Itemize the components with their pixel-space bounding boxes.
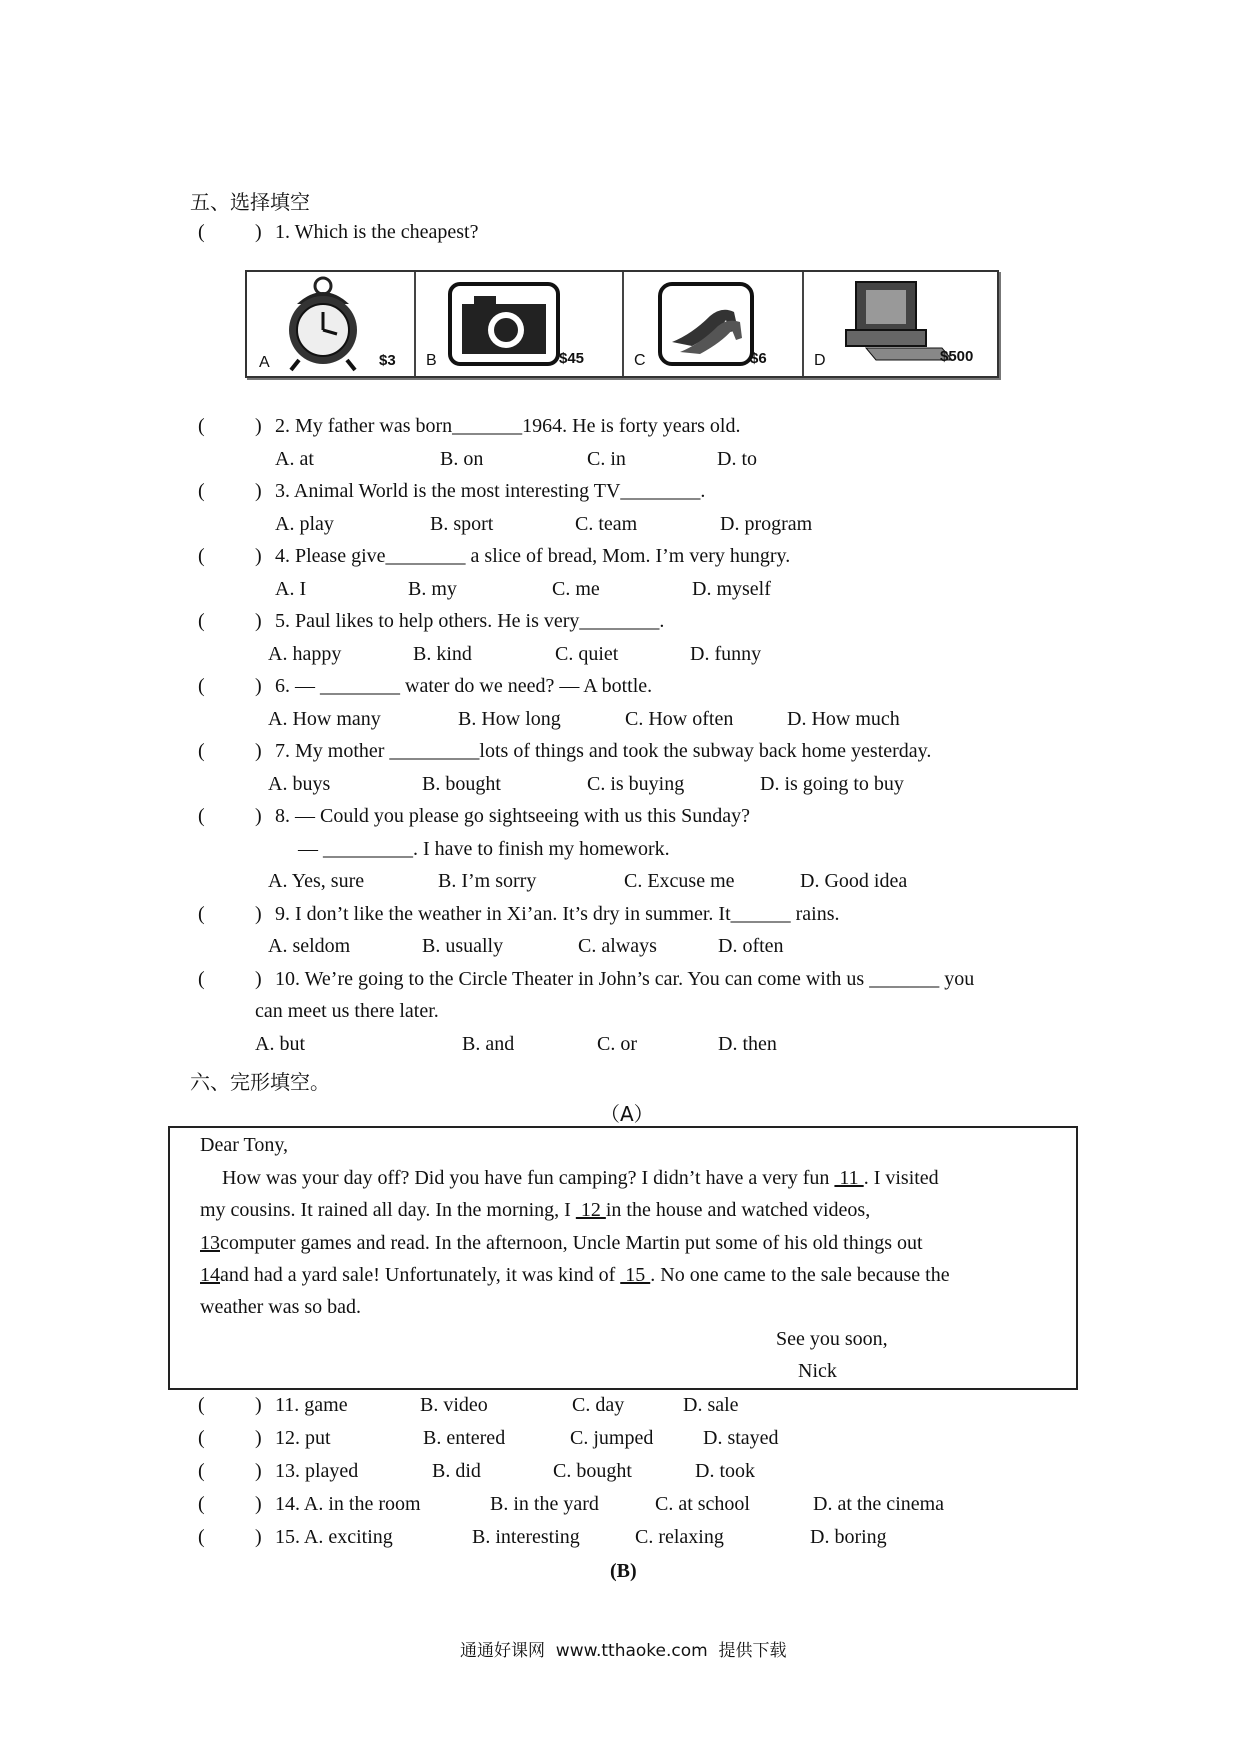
letter-text: . No one came to the sale because the xyxy=(650,1264,950,1286)
option-d: D. boring xyxy=(810,1526,887,1548)
paren-close: ) xyxy=(255,675,262,697)
option-a: A. happy xyxy=(268,643,342,665)
option-c: C. Excuse me xyxy=(624,870,735,892)
paren-close: ) xyxy=(255,1394,262,1416)
part-b-label: (B) xyxy=(610,1560,637,1582)
option-a: 11. game xyxy=(275,1394,348,1416)
paren-close: ) xyxy=(255,903,262,925)
option-c: C. always xyxy=(578,935,657,957)
paren-open: ( xyxy=(198,221,205,243)
paren-open: ( xyxy=(198,1394,205,1416)
option-c: C. in xyxy=(587,448,626,470)
letter-signature: Nick xyxy=(798,1360,837,1382)
blank-11: 11 xyxy=(834,1167,864,1189)
paren-open: ( xyxy=(198,1526,205,1548)
option-letter: C xyxy=(634,352,646,369)
picture-option-c xyxy=(622,272,804,376)
letter-line-3 xyxy=(200,1232,923,1255)
paren-open: ( xyxy=(198,740,205,762)
option-d: D. stayed xyxy=(703,1427,779,1449)
letter-text: How was your day off? Did you have fun camping? I didn’t have a very fun xyxy=(222,1167,835,1189)
letter-box xyxy=(168,1126,1078,1390)
question-text-2: can meet us there later. xyxy=(255,1000,439,1022)
question-text: 2. My father was born_______1964. He is forty years old. xyxy=(275,415,741,437)
paren-close: ) xyxy=(255,1460,262,1482)
option-c: C. day xyxy=(572,1394,625,1416)
price-label: $45 xyxy=(559,350,585,367)
paren-open: ( xyxy=(198,1427,205,1449)
question-text: 10. We’re going to the Circle Theater in John’s car. You can come with us _______ you xyxy=(275,968,975,990)
option-a: A. at xyxy=(275,448,314,470)
option-c: C. relaxing xyxy=(635,1526,724,1548)
paren-close: ) xyxy=(255,1526,262,1548)
option-c: C. is buying xyxy=(587,773,685,795)
option-d: D. is going to buy xyxy=(760,773,904,795)
option-d: D. took xyxy=(695,1460,755,1482)
option-a: 13. played xyxy=(275,1460,359,1482)
option-b: B. bought xyxy=(422,773,501,795)
option-b: B. and xyxy=(462,1033,515,1055)
letter-line-1 xyxy=(222,1167,939,1190)
price-label: $6 xyxy=(750,350,767,367)
question-text: 1. Which is the cheapest? xyxy=(275,221,479,243)
option-c: C. How often xyxy=(625,708,734,730)
option-b: B. my xyxy=(408,578,457,600)
option-c: C. quiet xyxy=(555,643,619,665)
price-picture-row xyxy=(245,270,999,378)
question-text: 3. Animal World is the most interesting TV________. xyxy=(275,480,706,502)
option-d: D. then xyxy=(718,1033,777,1055)
option-b: B. usually xyxy=(422,935,504,957)
option-letter: B xyxy=(426,352,437,369)
option-c: C. jumped xyxy=(570,1427,654,1449)
letter-line-2 xyxy=(200,1199,870,1222)
option-a: A. How many xyxy=(268,708,381,730)
section-5-title: 五、选择填空 xyxy=(190,190,310,214)
option-b: B. in the yard xyxy=(490,1493,599,1515)
letter-text: my cousins. It rained all day. In the morning, I xyxy=(200,1199,576,1221)
option-c: C. at school xyxy=(655,1493,750,1515)
option-c: C. me xyxy=(552,578,600,600)
paren-open: ( xyxy=(198,1493,205,1515)
option-b: B. did xyxy=(432,1460,481,1482)
question-text: 8. — Could you please go sightseeing with us this Sunday? xyxy=(275,805,750,827)
blank-13: 13 xyxy=(200,1232,220,1254)
price-label: $3 xyxy=(379,352,396,369)
option-a: 15. A. exciting xyxy=(275,1526,393,1548)
paren-open: ( xyxy=(198,805,205,827)
option-letter: D xyxy=(814,352,826,369)
option-b: B. interesting xyxy=(472,1526,580,1548)
paren-open: ( xyxy=(198,545,205,567)
option-a: A. Yes, sure xyxy=(268,870,365,892)
question-text: 9. I don’t like the weather in Xi’an. It’s dry in summer. It______ rains. xyxy=(275,903,840,925)
blank-14: 14 xyxy=(200,1264,220,1286)
letter-line-4 xyxy=(200,1264,950,1287)
option-a: 12. put xyxy=(275,1427,331,1449)
option-a: A. play xyxy=(275,513,334,535)
option-a: A. buys xyxy=(268,773,331,795)
paren-close: ) xyxy=(255,415,262,437)
question-text-2: — _________. I have to finish my homework. xyxy=(298,838,670,860)
option-c: C. bought xyxy=(553,1460,632,1482)
option-b: B. on xyxy=(440,448,484,470)
paren-close: ) xyxy=(255,1493,262,1515)
paren-open: ( xyxy=(198,968,205,990)
picture-option-a xyxy=(247,272,416,376)
option-b: B. sport xyxy=(430,513,494,535)
option-d: D. myself xyxy=(692,578,771,600)
paren-close: ) xyxy=(255,968,262,990)
paren-open: ( xyxy=(198,675,205,697)
letter-text: computer games and read. In the afternoon, Uncle Martin put some of his old things out xyxy=(220,1232,923,1254)
option-d: D. funny xyxy=(690,643,762,665)
option-d: D. program xyxy=(720,513,813,535)
paren-close: ) xyxy=(255,1427,262,1449)
letter-text: and had a yard sale! Unfortunately, it was kind of xyxy=(220,1264,621,1286)
option-d: D. How much xyxy=(787,708,900,730)
option-c: C. team xyxy=(575,513,638,535)
section-6-title: 六、完形填空。 xyxy=(190,1070,330,1094)
paren-close: ) xyxy=(255,545,262,567)
camera-icon xyxy=(414,272,622,376)
letter-greeting: Dear Tony, xyxy=(200,1134,289,1156)
picture-option-b xyxy=(414,272,624,376)
paren-open: ( xyxy=(198,610,205,632)
letter-closing: See you soon, xyxy=(776,1328,888,1350)
option-c: C. or xyxy=(597,1033,637,1055)
blank-12: 12 xyxy=(575,1199,606,1221)
paren-close: ) xyxy=(255,221,262,243)
option-d: D. at the cinema xyxy=(813,1493,945,1515)
paren-open: ( xyxy=(198,903,205,925)
option-b: B. entered xyxy=(423,1427,506,1449)
paren-close: ) xyxy=(255,805,262,827)
paren-open: ( xyxy=(198,415,205,437)
price-label: $500 xyxy=(940,348,974,365)
option-a: 14. A. in the room xyxy=(275,1493,421,1515)
question-text: 7. My mother _________lots of things and took the subway back home yesterday. xyxy=(275,740,932,762)
question-text: 6. — ________ water do we need? — A bottle. xyxy=(275,675,653,697)
paren-close: ) xyxy=(255,740,262,762)
shoe-icon xyxy=(622,272,802,376)
letter-text: . I visited xyxy=(863,1167,939,1189)
option-b: B. I’m sorry xyxy=(438,870,537,892)
question-text: 5. Paul likes to help others. He is very________. xyxy=(275,610,665,632)
option-b: B. video xyxy=(420,1394,488,1416)
picture-option-d xyxy=(802,272,997,376)
option-d: D. Good idea xyxy=(800,870,908,892)
option-b: B. How long xyxy=(458,708,561,730)
option-b: B. kind xyxy=(413,643,472,665)
option-a: A. but xyxy=(255,1033,305,1055)
footer-credit: 通通好课网 www.tthaoke.com 提供下载 xyxy=(460,1641,787,1661)
blank-15: 15 xyxy=(620,1264,651,1286)
letter-line-5: weather was so bad. xyxy=(200,1296,362,1318)
paren-open: ( xyxy=(198,1460,205,1482)
paren-open: ( xyxy=(198,480,205,502)
option-letter: A xyxy=(259,354,270,371)
option-d: D. often xyxy=(718,935,784,957)
letter-text: in the house and watched videos, xyxy=(605,1199,871,1221)
option-d: D. to xyxy=(717,448,757,470)
option-d: D. sale xyxy=(683,1394,739,1416)
option-a: A. seldom xyxy=(268,935,351,957)
paren-close: ) xyxy=(255,480,262,502)
part-a-label: （A） xyxy=(600,1102,654,1126)
paren-close: ) xyxy=(255,610,262,632)
option-a: A. I xyxy=(275,578,307,600)
question-text: 4. Please give________ a slice of bread, Mom. I’m very hungry. xyxy=(275,545,791,567)
